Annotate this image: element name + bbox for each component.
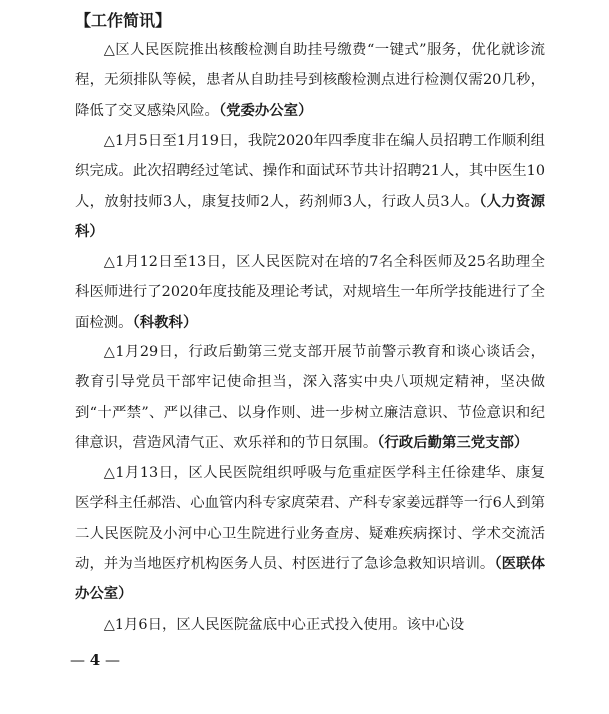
footer-dash-left: — — [70, 651, 85, 669]
news-text: △1月6日，区人民医院盆底中心正式投入使用。该中心设 — [103, 617, 465, 633]
department-tag: （行政后勤第三党支部） — [377, 434, 529, 451]
department-tag: （党委办公室） — [218, 102, 313, 119]
page-number: 4 — [89, 651, 101, 669]
department-tag: （科教科） — [132, 314, 198, 331]
footer-dash-right: — — [105, 651, 120, 669]
news-item — [75, 337, 545, 458]
news-item — [75, 247, 545, 338]
news-item — [75, 35, 545, 126]
department-tag: （人力资源科） — [75, 193, 545, 240]
news-item — [75, 458, 545, 609]
news-text: △区人民医院推出核酸检测自助挂号缴费“一键式”服务，优化就诊流程，无须排队等候，患者从自助挂号到核酸检测点进行检测仅需20几秒，降低了交叉感染风险。 — [75, 42, 545, 119]
news-text: △1月13日，区人民医院组织呼吸与危重症医学科主任徐建华、康复医学科主任郝浩、心血管内科专家庹荣君、产科专家姜远群等一行6人到第二人民医院及小河中心卫生院进行业务查房、疑难疾病探讨、学术交流活动，并为当地医疗机构医务人员、村医进行了急诊急救知识培训。 — [75, 465, 545, 572]
page-footer — [70, 651, 120, 669]
news-text: △1月29日，行政后勤第三党支部开展节前警示教育和谈心谈话会，教育引导党员干部牢记使命担当，深入落实中央八项规定精神，坚决做到“十严禁”、严以律己、以身作则、进一步树立廉洁意识、节俭意识和纪律意识，营造风清气正、欢乐祥和的节日氛围。 — [75, 344, 545, 451]
department-tag: （医联体办公室） — [75, 555, 545, 603]
news-text: △1月12日至13日，区人民医院对在培的7名全科医师及25名助理全科医师进行了2020年度技能及理论考试，对规培生一年所学技能进行了全面检测。 — [75, 254, 545, 331]
section-title: 【工作简讯】 — [75, 11, 172, 30]
news-item — [75, 126, 545, 247]
news-item — [75, 610, 545, 640]
news-text: △1月5日至1月19日，我院2020年四季度非在编人员招聘工作顺利组织完成。此次招聘经过笔试、操作和面试环节共计招聘21人，其中医生10人，放射技师3人，康复技师2人，药剂师3人，行政人员3人。 — [75, 133, 545, 210]
